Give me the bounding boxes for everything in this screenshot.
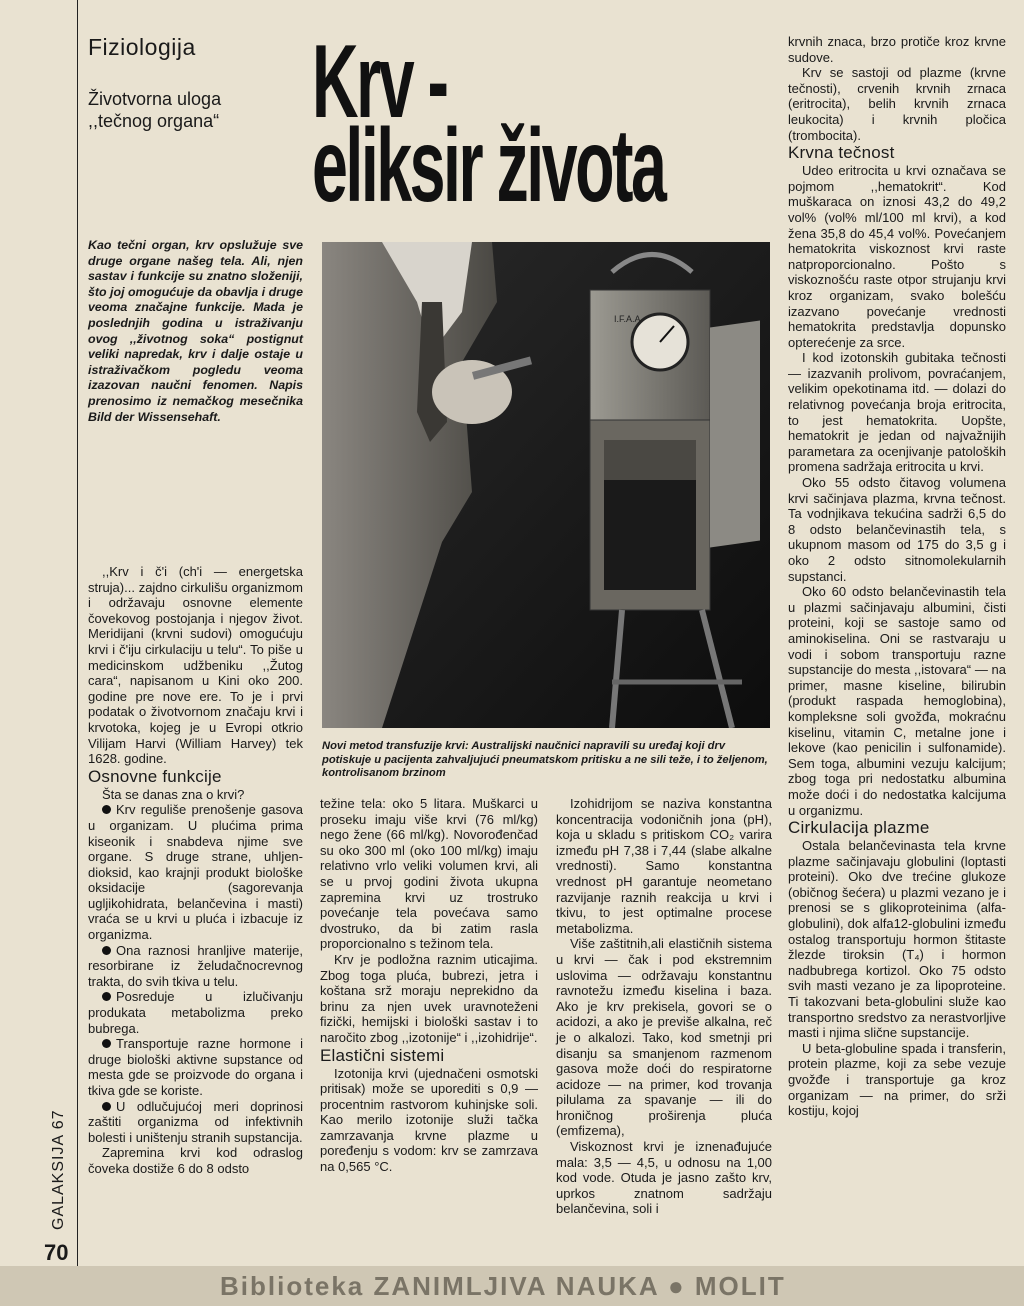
col4-p6: Oko 60 odsto belančevinastih tela u plazmi sačinjavaju albumini, čisti proteini, koji se sastoje samo od aminokiselina. Oni se rastvaraju u vodi i sobom transportuju razne supstancije do mesta ,,istovara“ — na primer, masne kiseline, bilirubin (produkt raspada hemoglobina), kompleksne soli gvožđa, mokraćnu kiselinu, vitamin C, metalne jone i lekove (kao penicilin i sulfonamide). Sem toga, albumini vezuju kalcijum; zbog toga pri nedostatku albumina može doći i do nedostatka kalcijuma u organizmu. [788, 584, 1006, 818]
column-2 [320, 796, 538, 1175]
headline-line-2: eliksir života [312, 108, 665, 224]
col1-question: Šta se danas zna o krvi? [102, 786, 245, 802]
col1-bullet-1: Krv reguliše prenošenje gasova u organizam. U plućima prima kiseonik i snabdeva njime sve organe. S druge strane, uhljen-dioksid, kao krajnji produkt biološke oksidacije (sagorevanja ugljikohidrata, belančevina i masti) vraća se u krvi u pluća i izbacuje iz organizma. [88, 802, 303, 943]
col1-intro: ,,Krv i č'i (ch'i — energetska struja)... zajdno cirkulišu organizmom i održavaju osnovne elemente čovekovog postojanja i njegov život. Meridijani (krvni sudovi) omogućuju krvi i č'iju cirkulaciju u telu“. To piše u medicinskom udžbeniku ,,Žutog cara“, napisanom u Kini oko 200. godine pre nove ere. To je i prvi podatak o životvornom značaju krvi i krvotoka, kojeg je u Evropi otkrio Vilijam Harvi (William Harvey) tek 1628. godine. [88, 564, 303, 767]
col2-p1: težine tela: oko 5 litara. Muškarci u proseku imaju više krvi (76 ml/kg) nego žene (66 ml/kg). Novorođenčad su oko 300 ml (oko 100 ml/kg) imaju relativno vrlo veliki volumen krvi, ali se u prvoj godini života ukupna zapremina krvi uz trostruko povećanje tela povećava samo dvostruko, da bi zatim rasla proporcionalno s težinom tela. [320, 796, 538, 952]
lead-source: Bild der Wissensehaft. [88, 409, 221, 424]
col1-bullet-5: U odlučujućoj meri doprinosi zaštiti organizma od infektivnih bolesti i uništenju stranih supstancija. [88, 1098, 303, 1145]
col2-p2: Krv je podložna raznim uticajima. Zbog toga pluća, bubrezi, jetra i koštana srž moraju neprekidno da brinu za njen uvek uravnoteženi fizički, hemijski i biološki sastav i to naročito zbog ,,izotonije“ i ,,izohidrije“. [320, 951, 538, 1045]
col4-p3: Udeo eritrocita u krvi označava se pojmom ,,hematokrit“. Kod muškaraca on iznosi 43,2 do 49,2 vol% (vol% ml/100 ml krvi), a kod žena 35,8 do 45,4 vol%. Povećanjem hematokrita viskoznost krvi raste natproporcionalno. Pošto s viskoznošću raste otpor strujanju krvi kroz organizam, svako bolešću izazvano povećanje vrednosti hematokrita predstavlja dopunsko opterećenje za srce. [788, 163, 1006, 350]
col4-p8: U beta-globuline spada i transferin, protein plazme, koji za sebe vezuje gvožđe i transportuje ga kroz organizam — na primer, do srži kostiju, kojoj [788, 1040, 1006, 1119]
section-rubric: Fiziologija [88, 34, 196, 60]
footer-banner [0, 1266, 1024, 1306]
col4-p2: Krv se sastoji od plazme (krvne tečnosti), crvenih krvnih zrnaca (eritrocita), belih krvnih zrnaca leukocita) i krvnih pločica (trombocita). [788, 65, 1006, 143]
photo-caption [322, 740, 770, 781]
heading-elasticni-sistemi: Elastični sistemi [320, 1045, 445, 1065]
bullet-icon [102, 1039, 111, 1048]
headline-line-1: Krv - [312, 24, 447, 140]
col1-volume: Zapremina krvi kod odraslog čoveka dostiže 6 do 8 odsto [88, 1145, 303, 1176]
col1-bullet-2: Ona raznosi hranljive materije, resorbirane iz želudačnocrevnog trakta, do svih tkiva u telu. [88, 942, 303, 989]
col3-p3: Viskoznost krvi je iznenađujuće mala: 3,5 — 4,5, u odnosu na 1,00 kod vode. Otuda je jasno zašto krv, uprkos znatnom sadržaju belančevina, soli i [556, 1139, 772, 1217]
col4-p4: I kod izotonskih gubitaka tečnosti — izazvanih prolivom, povraćanjem, velikim opekotinama itd. — dolazi do relativnog povećanja broja eritrocita, to jest hematokrita. Uopšte, hematokrit je jedan od najvažnijih parametara za ocenjivanje patoloških promena sadržaja eritrocita u krvi. [788, 350, 1006, 475]
col4-p7: Ostala belančevinasta tela krvne plazme sačinjavaju globulini (loptasti proteini). Oko dve trećine glukoze (običnog šećera) u plazmi vezano je i prenosi se s glikoproteinima (alfa-globulini), dok alfa12-globulini između ostalog transportuju hormon štitaste žlezde tiroksin (T₄) i hormon nadbubrega kortizol. Oko 75 odsto svih masti vezano je za lipoproteine. Ti takozvani beta-globulini služe kao transportno sredstvo za nerastvorljive masti i njima slične supstancije. [788, 838, 1006, 1041]
show-through-text [560, 30, 568, 64]
col2-p3: Izotonija krvi (ujednačeni osmotski pritisak) može se uporediti s 0,9 — procentnim rastvorom kuhinjske soli. Kao merilo izotonije služi tačka zamrzavanja krvne plazme u poređenju s vodom: krv se zamrzava na 0,565 °C. [320, 1065, 538, 1175]
column-4 [788, 34, 1006, 1119]
col1-bullet-3: Posreduje u izlučivanju produkata metabolizma preko bubrega. [88, 989, 303, 1036]
col4-p1: krvnih znaca, brzo protiče kroz krvne sudove. [788, 34, 1006, 65]
heading-osnovne-funkcije: Osnovne funkcije [88, 766, 222, 786]
heading-cirkulacija-plazme: Cirkulacija plazme [788, 818, 930, 838]
col4-p5: Oko 55 odsto čitavog volumena krvi sačinjava plazma, krvna tečnost. Ta vodnjikava tekućina sadrži 6,5 do 8 odsto belančevinastih tela, s ukupnom masom od 175 do 3,5 g i oko 2 odsto sitnomolekularnih supstanci. [788, 475, 1006, 584]
col3-p1: Izohidrijom se naziva konstantna koncentracija vodoničnih jona (pH), koja u skladu s pritiskom CO₂ varira između pH 7,38 i 7,44 (slabe alkalne vrednosti). Samo konstantna vrednost pH garantuje neometano razvijanje raznih reakcija u krvi i tkivu, to jest optimalne procese metabolizma. [556, 796, 772, 936]
transfusion-device-photo [322, 242, 770, 728]
photo-illustration [322, 242, 770, 728]
bullet-icon [102, 805, 111, 814]
column-1 [88, 564, 303, 1177]
col3-p2: Više zaštitnih,ali elastičnih sistema u krvi — čak i pod ekstremnim uslovima — održavaju konstantnu ravnotežu između kiselina i baza. Ako je krv prekisela, govori se o acidozi, a ako je previše alkalna, reč je o alkalozi. Tako, kod smetnji pri disanju sa smanjenom razmenom gasova može doći do respiratorne acidoze — na primer, kod trovanja pilulama za spavanje — ili do hroničnog proširenja pluća (emfizema), [556, 936, 772, 1139]
column-3 [556, 796, 772, 1217]
lead-paragraph [88, 238, 303, 425]
magazine-name: GALAKSIJA 67 [50, 1109, 67, 1230]
col1-bullet-4: Transportuje razne hormone i druge biološki aktivne supstance od mesta gde se proizvode do organa i tkiva gde se koriste. [88, 1036, 303, 1098]
photo-caption-text: Novi metod transfuzije krvi: Australijski naučnici napravili su uređaj koji drv potiskuje u pacijenta zahvaljujući pneumatskom pritisku a ne sili teže, i to željenom, kontrolisanom brzinom [322, 740, 768, 780]
device-label: I.F.A.A. [614, 314, 644, 324]
heading-krvna-tecnost: Krvna tečnost [788, 143, 895, 163]
bullet-icon [102, 1102, 111, 1111]
bullet-icon [102, 946, 111, 955]
footer-text: Biblioteka ZANIMLJIVA NAUKA ● MOLIT [220, 1271, 786, 1301]
page-number: 70 [44, 1240, 69, 1265]
article-subtitle: Životvorna uloga ,,tečnog organa“ [88, 89, 222, 131]
bullet-icon [102, 992, 111, 1001]
left-margin-rule [77, 0, 78, 1266]
lead-text: Kao tečni organ, krv opslužuje sve druge organe našeg tela. Ali, njen sastav i funkcije su znatno složeniji, što joj omogućuje da obavlja i druge veoma značajne funkcije. Mada je poslednjih godina u istraživanju ovog ,,životnog soka“ postignut veliki napredak, krv i dalje ostaje u istraživačkom pogledu veoma izazovan naučni fenomen. Napis prenosimo iz nemačkog mesečnika [88, 238, 303, 408]
